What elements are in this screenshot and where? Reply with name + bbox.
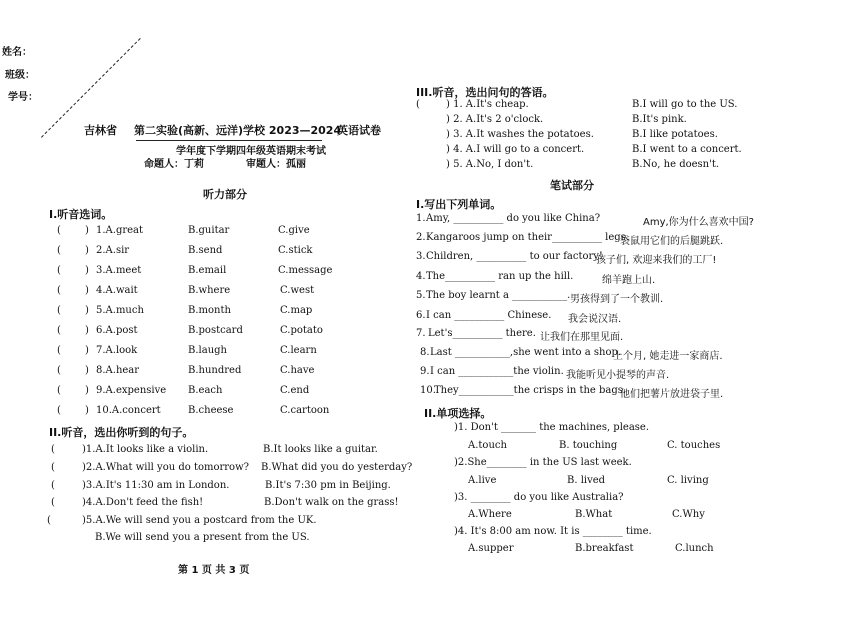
option-a: 3.A.meet <box>96 265 142 276</box>
option-c: C.end <box>280 385 310 396</box>
chinese-hint: 袋鼠用它们的后腿跳跃. <box>620 236 724 247</box>
option-b: B.cheese <box>188 405 234 416</box>
choice-option-b[interactable]: B.breakfast <box>575 543 634 554</box>
choice-option-a[interactable]: A.Where <box>468 509 512 520</box>
option-a: 5.A.much <box>96 305 144 316</box>
choice-option-b[interactable]: B.What <box>575 509 613 520</box>
choice-option-c[interactable]: C.Why <box>672 509 705 520</box>
reply-option-a: ) 5. A.No, I don't. <box>446 159 534 170</box>
answer-paren-close: ) <box>85 345 89 356</box>
option-b: B.email <box>188 265 227 276</box>
answer-paren[interactable]: ( <box>51 462 55 473</box>
answer-paren[interactable]: ( <box>57 405 61 416</box>
answer-paren[interactable]: ( <box>57 345 61 356</box>
chinese-hint: 他们把薯片放进袋子里. <box>620 389 724 400</box>
question-number: 3. <box>416 251 426 262</box>
fill-blank-sentence[interactable]: Let's__________ there. <box>428 328 536 339</box>
option-c: C.stick <box>278 245 313 256</box>
choice-question: )1. Don't _______ the machines, please. <box>454 422 650 433</box>
question-number: 9. <box>420 366 430 377</box>
answer-paren-close: ) <box>85 325 89 336</box>
reply-option-b: B.It's pink. <box>632 114 687 125</box>
option-b: B.send <box>188 245 223 256</box>
choice-question: )2.She________ in the US last week. <box>454 457 632 468</box>
option-c: C.west <box>280 285 315 296</box>
answer-paren[interactable]: ( <box>57 385 61 396</box>
school-title: 第二实验(高新、远洋)学校 2023—2024 <box>134 124 342 137</box>
question-number: 7. <box>416 328 426 339</box>
fill-blank-sentence[interactable]: They___________the crisps in the bags. <box>434 385 627 396</box>
question-number: 8. <box>420 347 430 358</box>
option-a: 9.A.expensive <box>96 385 167 396</box>
province-label: 吉林省 <box>84 124 117 137</box>
student-number-label: 学号： <box>8 92 38 103</box>
option-b: B.guitar <box>188 225 230 236</box>
reply-option-b: B.I like potatoes. <box>632 129 718 140</box>
chinese-hint: 孩子们, 欢迎来我们的工厂! <box>596 255 717 266</box>
class-field-label: 班级： <box>5 70 35 81</box>
question-number: 2. <box>416 232 426 243</box>
section2-title: II.听音，选出你听到的句子。 <box>49 426 194 439</box>
question-number: 6. <box>416 310 426 321</box>
listening-part-title: 听力部分 <box>203 188 247 201</box>
answer-paren[interactable]: ( <box>57 325 61 336</box>
sentence-option-b: B.We will send you a present from the US. <box>95 532 310 543</box>
section5-title: II.单项选择。 <box>424 407 492 420</box>
exam-title: 学年度下学期四年级英语期末考试 <box>176 146 326 157</box>
answer-paren[interactable]: ( <box>57 305 61 316</box>
answer-paren-close: ) <box>85 405 89 416</box>
reply-option-a: ) 1. A.It's cheap. <box>446 99 529 110</box>
choice-option-a[interactable]: A.live <box>468 475 497 486</box>
question-number: 10. <box>420 385 436 396</box>
option-c: C.have <box>280 365 315 376</box>
reply-option-b: B.No, he doesn't. <box>632 159 720 170</box>
fill-blank-sentence[interactable]: The boy learnt a ___________. <box>426 290 571 301</box>
answer-paren[interactable]: ( <box>57 265 61 276</box>
option-b: B.postcard <box>188 325 243 336</box>
reply-option-a: ) 2. A.It's 2 o'clock. <box>446 114 544 125</box>
option-a: 2.A.sir <box>96 245 130 256</box>
chinese-hint: 男孩得到了一个教训. <box>570 294 664 305</box>
option-a: 10.A.concert <box>96 405 161 416</box>
option-c: C.learn <box>280 345 317 356</box>
option-b: B.each <box>188 385 223 396</box>
option-c: C.message <box>278 265 333 276</box>
choice-option-b[interactable]: B. lived <box>567 475 606 486</box>
sentence-option-b: B.What did you do yesterday? <box>261 462 413 473</box>
fill-blank-sentence[interactable]: Last ___________,she went into a shop. <box>430 347 622 358</box>
chinese-hint: 我能听见小提琴的声音. <box>566 370 670 381</box>
answer-paren-close: ) <box>85 305 89 316</box>
answer-paren-close: ) <box>85 265 89 276</box>
option-a: 4.A.wait <box>96 285 138 296</box>
option-b: B.month <box>188 305 231 316</box>
sentence-option-b: B.It looks like a guitar. <box>263 444 378 455</box>
answer-paren[interactable]: ( <box>57 245 61 256</box>
sentence-option-a: )5.A.We will send you a postcard from the UK. <box>82 515 317 526</box>
chinese-hint: 我会说汉语. <box>568 314 622 325</box>
option-a: 6.A.post <box>96 325 138 336</box>
choice-option-c[interactable]: C. living <box>667 475 709 486</box>
fill-blank-sentence[interactable]: I can ___________the violin. <box>430 366 564 377</box>
sentence-option-b: B.Don't walk on the grass! <box>264 497 399 508</box>
answer-paren-close: ) <box>85 365 89 376</box>
option-a: 7.A.look <box>96 345 138 356</box>
answer-paren[interactable]: ( <box>47 515 51 526</box>
option-a: 8.A.hear <box>96 365 140 376</box>
choice-option-a[interactable]: A.supper <box>468 543 514 554</box>
question-number: 4. <box>416 271 426 282</box>
sentence-option-b: B.It's 7:30 pm in Beijing. <box>265 480 391 491</box>
option-c: C.cartoon <box>280 405 330 416</box>
sentence-option-a: )3.A.It's 11:30 am in London. <box>82 480 230 491</box>
fill-blank-sentence[interactable]: I can __________ Chinese. <box>426 310 552 321</box>
answer-paren-close: ) <box>85 225 89 236</box>
answer-paren[interactable]: ( <box>57 365 61 376</box>
sentence-option-a: )2.A.What will you do tomorrow? <box>82 462 249 473</box>
choice-option-c[interactable]: C.lunch <box>675 543 714 554</box>
reply-option-b: B.I will go to the US. <box>632 99 738 110</box>
answer-paren[interactable]: ( <box>51 497 55 508</box>
chinese-hint: 让我们在那里见面. <box>540 332 624 343</box>
answer-paren[interactable]: ( <box>51 444 55 455</box>
reply-option-a: ) 4. A.I will go to a concert. <box>446 144 585 155</box>
chinese-hint: 上个月, 她走进一家商店. <box>613 351 723 362</box>
reply-option-b: B.I went to a concert. <box>632 144 742 155</box>
section4-title: I.写出下列单词。 <box>416 198 502 211</box>
chinese-hint: Amy,你为什么喜欢中国? <box>643 217 754 228</box>
chinese-hint: 绵羊跑上山. <box>602 275 656 286</box>
option-b: B.laugh <box>188 345 227 356</box>
choice-question: )4. It's 8:00 am now. It is ________ time. <box>454 526 652 537</box>
answer-paren[interactable]: ( <box>51 480 55 491</box>
reviewer-label: 审题人：孤丽 <box>246 159 306 170</box>
fill-blank-sentence[interactable]: The__________ ran up the hill. <box>426 271 574 282</box>
answer-paren[interactable]: ( <box>416 99 420 110</box>
answer-paren-close: ) <box>85 385 89 396</box>
option-c: C.potato <box>280 325 323 336</box>
sentence-option-a: )4.A.Don't feed the fish! <box>82 497 204 508</box>
option-c: C.map <box>280 305 313 316</box>
choice-option-a[interactable]: A.touch <box>468 440 507 451</box>
reply-option-a: ) 3. A.It washes the potatoes. <box>446 129 594 140</box>
question-number: 5. <box>416 290 426 301</box>
section3-title: III.听音，选出问句的答语。 <box>416 86 554 99</box>
answer-paren[interactable]: ( <box>57 285 61 296</box>
subject-label: 英语试卷 <box>337 124 381 137</box>
choice-option-c[interactable]: C. touches <box>667 440 721 451</box>
option-c: C.give <box>278 225 310 236</box>
option-a: 1.A.great <box>96 225 144 236</box>
author-label: 命题人：丁莉 <box>144 159 204 170</box>
page-footer: 第 1 页 共 3 页 <box>178 565 250 576</box>
answer-paren-close: ) <box>85 245 89 256</box>
written-part-title: 笔试部分 <box>550 179 594 192</box>
fill-blank-sentence[interactable]: Children, __________ to our factory! <box>426 251 603 262</box>
header-rule <box>136 140 322 141</box>
option-b: B.hundred <box>188 365 242 376</box>
fill-blank-sentence[interactable]: Amy, __________ do you like China? <box>426 213 601 224</box>
choice-question: )3. ________ do you like Australia? <box>454 492 624 503</box>
choice-option-b[interactable]: B. touching <box>559 440 618 451</box>
answer-paren[interactable]: ( <box>57 225 61 236</box>
option-b: B.where <box>188 285 231 296</box>
sentence-option-a: )1.A.It looks like a violin. <box>82 444 209 455</box>
answer-paren-close: ) <box>85 285 89 296</box>
section1-title: I.听音选词。 <box>49 208 113 221</box>
name-field-label: 姓名： <box>2 47 32 58</box>
question-number: 1. <box>416 213 426 224</box>
fill-blank-sentence[interactable]: Kangaroos jump on their__________ legs. <box>426 232 629 243</box>
